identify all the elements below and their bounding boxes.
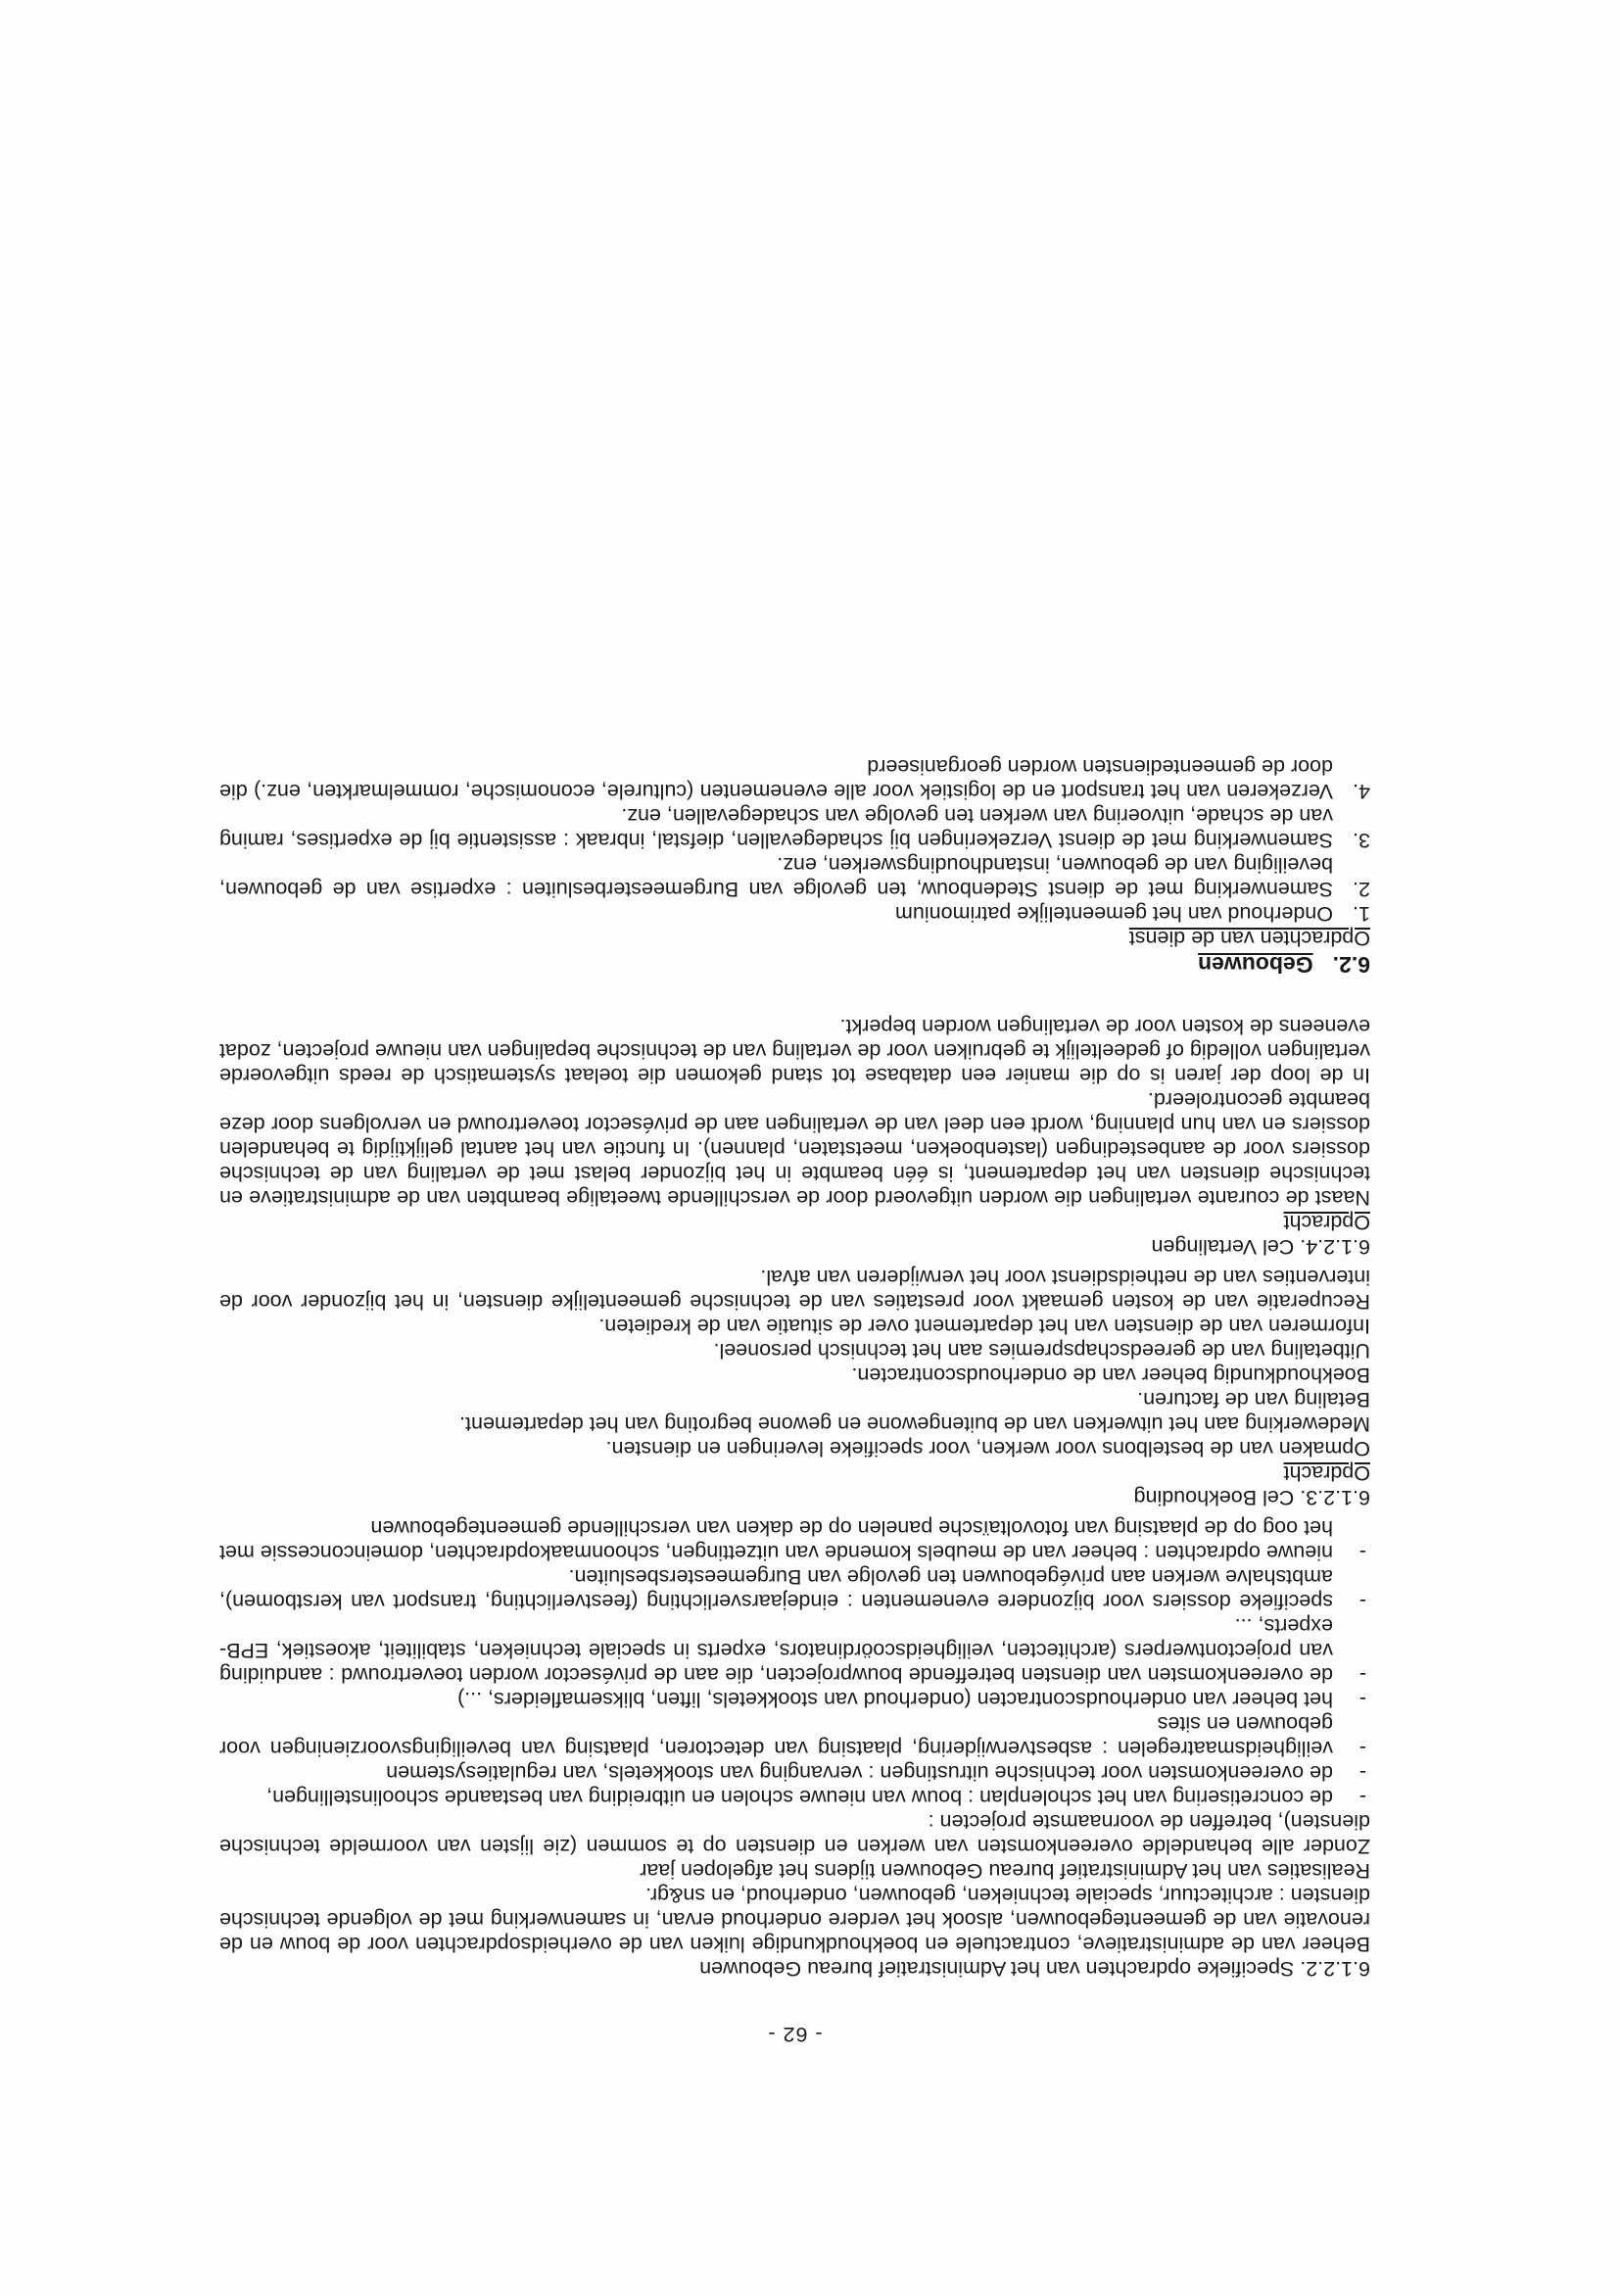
paragraph-line: Boekhoudkundig beheer van de onderhoudscontracten. <box>851 1363 1370 1387</box>
item-text: Samenwerking met de dienst Verzekeringen bij schadegevallen, diefstal, inbraak : assistentie bij de expertises, raming van de schade, uitvoering van werken ten gevolge van schadegevallen, enz. <box>219 804 1333 852</box>
section-heading-6-1-2-4: 6.1.2.4. Cel Vertalingen <box>1151 1235 1370 1259</box>
section-number: 6.2. <box>1332 952 1370 978</box>
item-number: 1. <box>1353 902 1370 926</box>
list-item: - nieuwe opdrachten : beheer van de meubels komende van uitzettingen, schoonmaakopdrachten, domeinconcessie met het oog op de plaatsing van fotovoltaïsche panelen op de daken van verschillende gemeentegebouwen <box>219 1515 1370 1564</box>
paragraph-line: Opmaken van de bestelbons voor werken, voor specifieke leveringen en diensten. <box>605 1437 1370 1460</box>
opdracht-label: Opdracht <box>1283 1461 1370 1485</box>
section-heading-6-2 <box>219 952 1370 977</box>
projects-list <box>219 1515 1370 1809</box>
item-text: Samenwerking met de dienst Stedenbouw, ten gevolge van Burgemeesterbesluiten : expertise van de gebouwen, beveiliging van de gebouwen, instandhoudingswerken, enz. <box>219 853 1333 901</box>
paragraph-realisaties: Realisaties van het Administratief bureau Gebouwen tijdens het afgelopen jaar <box>640 1859 1370 1883</box>
paragraph-line: Betaling van de facturen. <box>1137 1388 1370 1411</box>
paragraph-intro: Beheer van de administratieve, contractuele en boekhoudkundige luiken van de overheidsopdrachten voor de bouw en de renovatie van de gemeentegebouwen, alsook het verdere onderhoud ervan, in samenwerking met de volgende technische diensten : architectuur, speciale technieken, gebouwen, onderhoud, en sn&gr. <box>219 1884 1370 1956</box>
list-item: - specifieke dossiers voor bijzondere evenementen : eindejaarsverlichting (feestverlichting, transport van kerstbomen), ambtshalve werken aan privégebouwen ten gevolge van Burgemeestersbesluiten. <box>219 1564 1370 1613</box>
item-number: 3. <box>1353 829 1370 852</box>
paragraph-line: Uitbetaling van de gereedschapspremies aan het technisch personeel. <box>713 1339 1370 1363</box>
list-item <box>219 754 1370 803</box>
item-number: 2. <box>1353 878 1370 901</box>
item-number: 4. <box>1353 780 1370 803</box>
page-content <box>219 754 1370 2046</box>
list-item: - de overeenkomsten van diensten betreffende bouwprojecten, die aan de privésector worden toevertrouwd : aanduiding van projectontwerpers (architecten, veiligheidscoördinators, experts in speciale technieken, stabiliteit, akoestiek, EPB-experts, ... <box>219 1613 1370 1687</box>
tasks-list <box>219 754 1370 926</box>
paragraph-line: Medewerking aan het uitwerken van de buitengewone en gewone begroting van het departement. <box>459 1412 1370 1436</box>
paragraph-vertalingen-2: In de loop der jaren is op die manier een database tot stand gekomen die toelaat systematisch de reeds uitgevoerde vertalingen volledig of gedeeltelijk te gebruiken voor de vertaling van de technische bepalingen van nieuwe projecten, zodat eveneens de kosten voor de vertalingen worden beperkt. <box>219 1015 1370 1087</box>
item-text: Verzekeren van het transport en de logistiek voor alle evenementen (culturele, economische, rommelmarkten, enz.) die door de gemeentediensten worden georganiseerd <box>219 755 1333 803</box>
list-item <box>219 803 1370 852</box>
paragraph-line: Informeren van de diensten van het departement over de situatie van de kredieten. <box>598 1315 1370 1338</box>
paragraph-line: Recuperatie van de kosten gemaakt voor prestaties van de technische gemeentelijke diensten, in het bijzonder voor de interventies van de netheidsdienst voor het verwijderen van afval. <box>219 1266 1370 1314</box>
list-item: - de overeenkomsten voor technische uitrustingen : vervanging van stookketels, van regulatiesystemen <box>219 1760 1370 1785</box>
list-item <box>219 852 1370 901</box>
section-title: Gebouwen <box>1198 952 1313 978</box>
item-text: Onderhoud van het gemeentelijke patrimonium <box>895 902 1333 926</box>
paragraph-zonder: Zonder alle behandelde overeenkomsten van werken en diensten op te sommen (zie lijsten van voormelde technische diensten), betreffen de voornaamste projecten : <box>219 1810 1370 1858</box>
section-heading-6-1-2-3: 6.1.2.3. Cel Boekhouding <box>1133 1486 1370 1509</box>
list-item: - veiligheidsmaatregelen : asbestverwijdering, plaatsing van detectoren, plaatsing van beveiligingsvoorzieningen voor gebouwen en sites <box>219 1711 1370 1760</box>
list-item: - het beheer van onderhoudscontracten (onderhoud van stookketels, liften, bliksemafleiders, ...) <box>219 1687 1370 1711</box>
list-item: - de concretisering van het scholenplan : bouw van nieuwe scholen en uitbreiding van bestaande schoolinstellingen, <box>219 1785 1370 1809</box>
page-number: - 62 - <box>767 2023 823 2046</box>
subheading-opdrachten: Opdrachten van de dienst <box>1128 927 1370 950</box>
paragraph-vertalingen-1: Naast de courante vertalingen die worden uitgevoerd door de verschillende tweetalige beambten van de administratieve en technische diensten van het departement, is één beambte in het bijzonder belast met de vertaling van de technische dossiers voor de aanbestedingen (lastenboeken, meetstaten, plannen). In functie van het aantal gelijktijdig te behandelen dossiers en van hun planning, wordt een deel van de vertalingen aan de privésector toevertrouwd en vervolgens door deze beambte gecontroleerd. <box>219 1088 1370 1210</box>
section-heading-6-1-2-2: 6.1.2.2. Specifieke opdrachten van het Administratief bureau Gebouwen <box>699 1957 1370 1981</box>
opdracht-label: Opdracht <box>1283 1211 1370 1234</box>
list-item <box>219 901 1370 926</box>
